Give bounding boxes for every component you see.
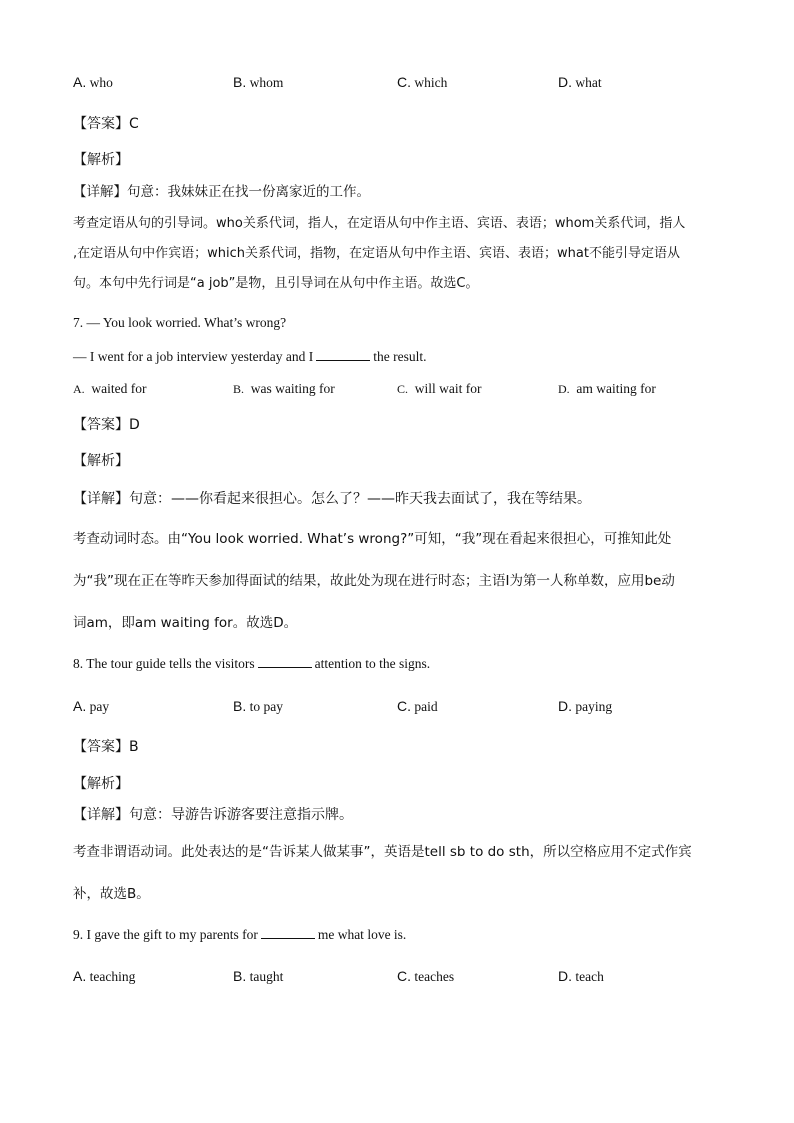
q7-explanation-line-1: 考查动词时态。由“You look worried. What’s wrong?”可知，“我”现在看起来很担心，可推知此处: [73, 531, 672, 547]
q8-answer: 【答案】B: [73, 739, 139, 755]
q6-option-a: A. who: [73, 74, 113, 90]
q7-option-c: C. will wait for: [397, 381, 482, 396]
q8-explanation-line-2: 补，故选B。: [73, 886, 150, 902]
q7-explanation-line-2: 为“我”现在正在等昨天参加得面试的结果，故此处为现在进行时态；主语I为第一人称单数，应用be动: [73, 573, 675, 589]
q6-option-d: D. what: [558, 74, 602, 90]
q7-option-b: B. was waiting for: [233, 381, 335, 396]
q6-explanation-line-1: 考查定语从句的引导词。who关系代词，指人，在定语从句中作主语、宾语、表语；whom关系代词，指人: [73, 216, 686, 231]
q6-explanation-line-2: ,在定语从句中作宾语；which关系代词，指物，在定语从句中作主语、宾语、表语；what不能引导定语从: [73, 246, 680, 261]
q8-answer-blank: [258, 655, 312, 668]
q6-answer: 【答案】C: [73, 116, 139, 132]
q7-detail: 【详解】句意：——你看起来很担心。怎么了？——昨天我去面试了，我在等结果。: [73, 491, 591, 507]
q8-option-a: A. pay: [73, 698, 110, 714]
q9-answer-blank: [261, 926, 315, 939]
q6-explanation-line-3: 句。本句中先行词是“a job”是物，且引导词在从句中作主语。故选C。: [73, 276, 479, 291]
q9-option-d: D. teach: [558, 968, 604, 984]
q8-detail: 【详解】句意：导游告诉游客要注意指示牌。: [73, 807, 353, 823]
q6-option-c: C. which: [397, 74, 448, 90]
q6-analysis-label: 【解析】: [73, 152, 129, 168]
q7-answer: 【答案】D: [73, 417, 140, 433]
q7-option-d: D. am waiting for: [558, 381, 656, 396]
q7-answer-blank: [316, 348, 370, 361]
q8-option-d: D. paying: [558, 698, 613, 714]
q8-stem: 8. The tour guide tells the visitors attention to the signs.: [73, 656, 431, 671]
q7-stem-line-1: 7. — You look worried. What’s wrong?: [73, 315, 287, 330]
q7-stem-line-2: — I went for a job interview yesterday and I the result.: [73, 349, 427, 364]
q8-option-c: C. paid: [397, 698, 438, 714]
q6-option-b: B. whom: [233, 74, 284, 90]
q7-analysis-label: 【解析】: [73, 453, 129, 469]
q7-explanation-line-3: 词am，即am waiting for。故选D。: [73, 615, 298, 631]
q7-option-a: A. waited for: [73, 381, 147, 396]
q9-option-a: A. teaching: [73, 968, 136, 984]
q8-option-b: B. to pay: [233, 698, 283, 714]
q9-option-b: B. taught: [233, 968, 284, 984]
q9-stem: 9. I gave the gift to my parents for me what love is.: [73, 927, 407, 942]
q8-analysis-label: 【解析】: [73, 776, 129, 792]
q8-explanation-line-1: 考查非谓语动词。此处表达的是“告诉某人做某事”，英语是tell sb to do sth，所以空格应用不定式作宾: [73, 844, 692, 860]
q9-option-c: C. teaches: [397, 968, 455, 984]
q6-detail: 【详解】句意：我妹妹正在找一份离家近的工作。: [73, 184, 370, 200]
